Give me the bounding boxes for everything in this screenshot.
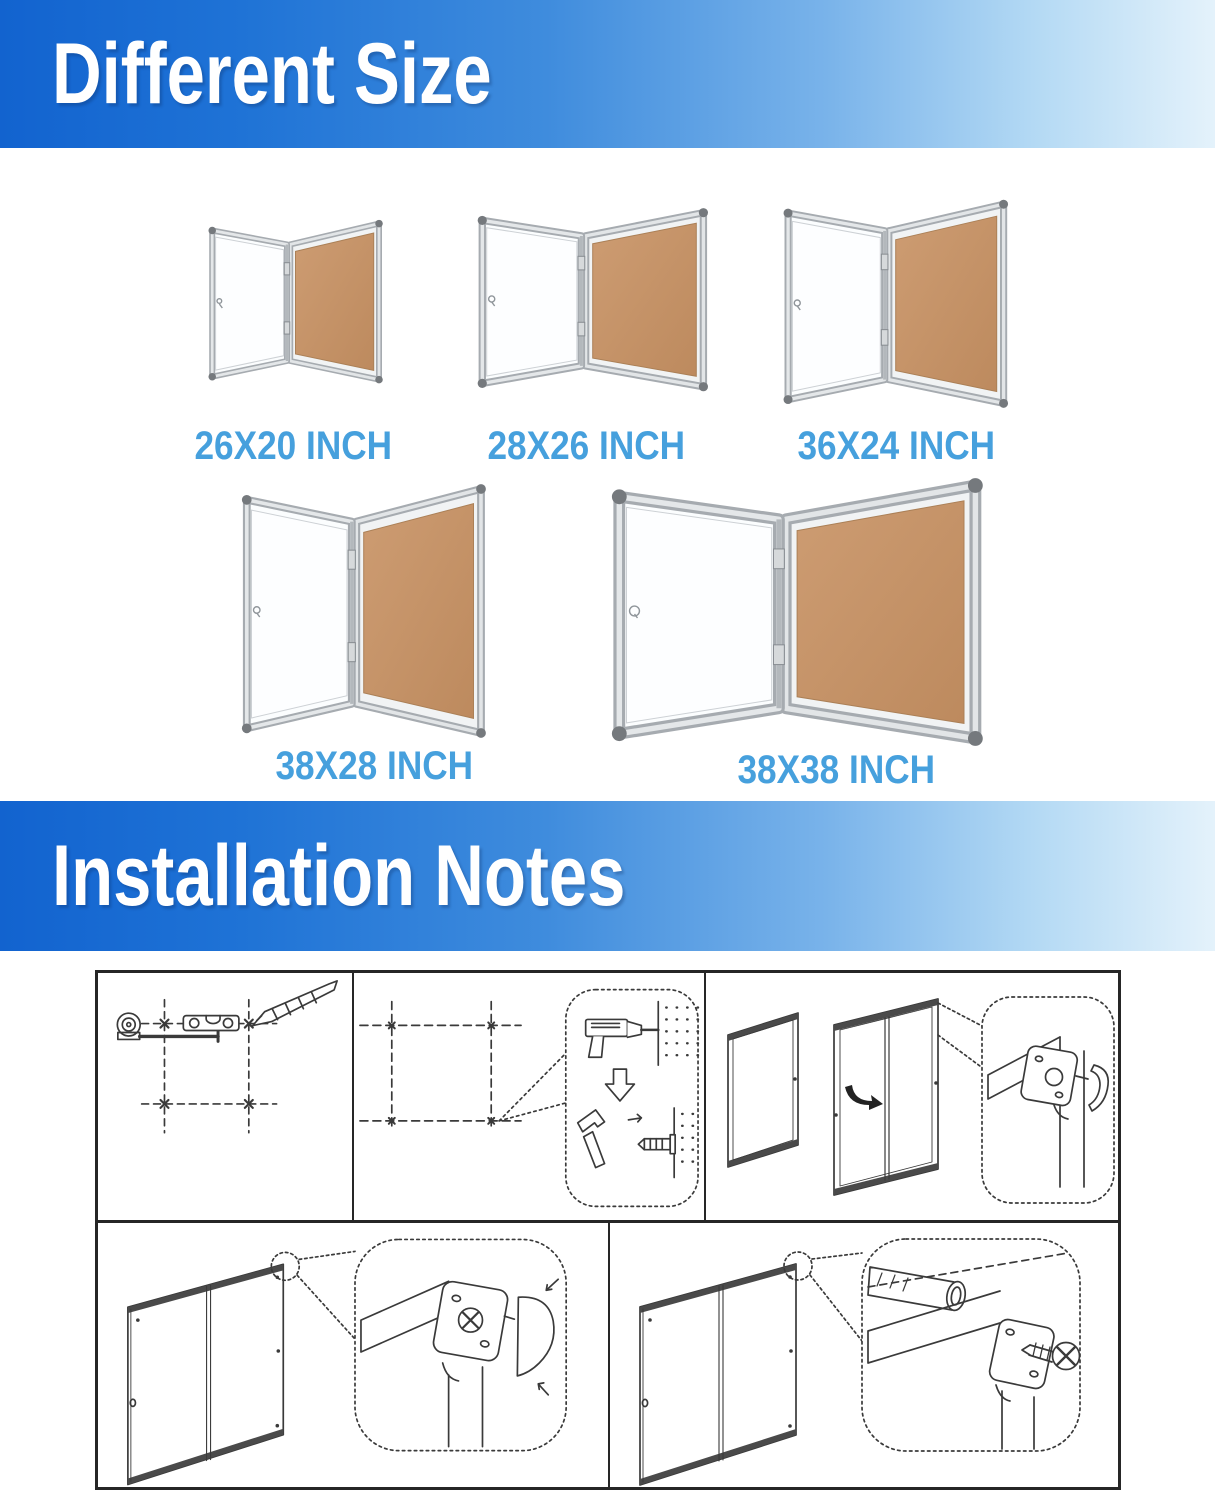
- install-step-measure-and-mark: [98, 973, 354, 1220]
- callout-pointer: [810, 1253, 862, 1341]
- size-label-26x20: 26X20 INCH: [194, 424, 392, 468]
- callout-pointer: [297, 1251, 355, 1339]
- measure-and-mark-diagram: [98, 973, 352, 1220]
- marking-x-icon: [389, 1022, 494, 1123]
- board-frame-icon: [128, 1264, 283, 1484]
- installation-notes-banner: [0, 801, 1215, 951]
- install-step-drill-and-anchor: [354, 973, 706, 1220]
- drill-and-anchor-diagram: [354, 973, 704, 1220]
- board-figure-38x38: [606, 470, 986, 752]
- install-step-hang-board: [706, 973, 1118, 1220]
- size-label-28x26: 28X26 INCH: [487, 424, 685, 468]
- cork-board-illustration: [206, 214, 384, 388]
- size-label-38x38: 38X38 INCH: [737, 748, 935, 792]
- cork-surface: [797, 501, 964, 724]
- board-figure-36x24: [780, 192, 1010, 414]
- callout-pointer: [499, 1053, 566, 1121]
- callout-pointer: [938, 1003, 984, 1069]
- install-step-secure-with-screw: [610, 1223, 1118, 1487]
- board-figure-28x26: [474, 202, 710, 396]
- size-label-38x28: 38X28 INCH: [275, 744, 473, 788]
- board-figure-26x20: [206, 214, 384, 388]
- secure-with-screw-diagram: [610, 1223, 1118, 1487]
- cork-surface: [896, 216, 997, 391]
- board-frame-icon: [834, 999, 938, 1195]
- marking-x-icon: [161, 1020, 253, 1108]
- cork-surface: [364, 504, 474, 719]
- different-size-banner: [0, 0, 1215, 148]
- installation-diagram-grid: [95, 970, 1121, 1490]
- attach-corner-cap-diagram: [98, 1223, 608, 1487]
- cork-surface: [593, 223, 697, 376]
- board-figure-38x28: [238, 474, 488, 746]
- cork-board-illustration: [606, 470, 986, 752]
- cork-board-illustration: [780, 192, 1010, 414]
- marking-guides: [360, 1002, 521, 1131]
- section-title-different-size: Different Size: [52, 25, 492, 122]
- cork-surface: [296, 233, 374, 370]
- pencil-icon: [253, 981, 337, 1026]
- install-step-attach-corner-cap: [98, 1223, 610, 1487]
- size-label-36x24: 36X24 INCH: [797, 424, 995, 468]
- board-frame-icon: [640, 1264, 796, 1485]
- phillips-screw-icon: [459, 1308, 483, 1332]
- spirit-level-icon: [183, 1016, 239, 1031]
- board-frame-icon: [728, 1013, 798, 1167]
- section-title-installation-notes: Installation Notes: [52, 827, 626, 924]
- hang-board-diagram: [706, 973, 1118, 1220]
- cork-board-illustration: [238, 474, 488, 746]
- cork-board-illustration: [474, 202, 710, 396]
